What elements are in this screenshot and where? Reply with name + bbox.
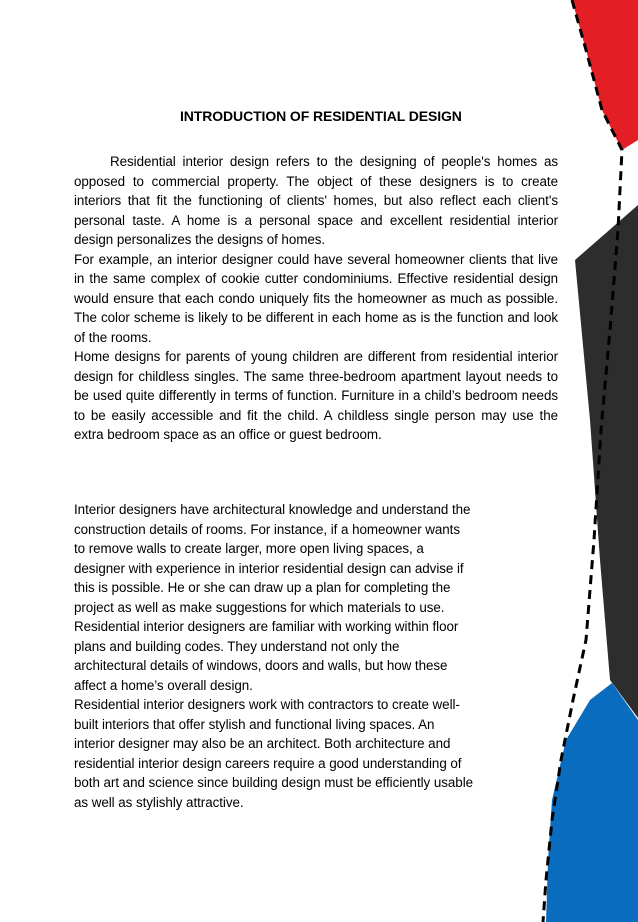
text-line: Interior designers have architectural knowledge and understand the bbox=[74, 502, 471, 517]
blue-stripe bbox=[546, 683, 638, 922]
paragraph-condominium-example: For example, an interior designer could have several homeowner clients that live in the same complex of cookie cutter condominiums. Effective residential design would ensure that each condo uniquely fits the homeowner as much as possible. The color scheme is likely to be different in each home as is the function and look of the rooms. bbox=[74, 251, 558, 345]
left-aligned-text-block bbox=[74, 500, 536, 812]
text-line: built interiors that offer stylish and functional living spaces. An bbox=[74, 716, 435, 732]
dark-stripe bbox=[575, 205, 638, 718]
text-line: both art and science since building design must be efficiently usable bbox=[74, 775, 474, 790]
text-line: designer with experience in interior residential design can advise if bbox=[74, 560, 464, 576]
text-line: to remove walls to create larger, more open living spaces, a bbox=[74, 541, 424, 556]
red-stripe bbox=[572, 0, 638, 150]
text-line: Residential interior designers work with contractors to create well- bbox=[74, 697, 460, 712]
text-line: affect a home’s overall design. bbox=[74, 677, 253, 693]
text-line: Residential interior designers are familiar with working within floor bbox=[74, 619, 459, 634]
text-line: as well as stylishly attractive. bbox=[74, 794, 244, 810]
text-line: interior designer may also be an architect. Both architecture and bbox=[74, 736, 451, 751]
text-line: project as well as make suggestions for which materials to use. bbox=[74, 599, 445, 615]
justified-text-block bbox=[74, 152, 558, 445]
paragraph-home-designs: Home designs for parents of young children are different from residential interior design for childless singles. The same three-bedroom apartment layout needs to be used quite differently in terms of function. Furniture in a child’s bedroom needs to be easily accessible and fit the child. A childless single person may use the extra bedroom space as an office or guest bedroom. bbox=[74, 349, 558, 442]
text-line: plans and building codes. They understand not only the bbox=[74, 638, 400, 654]
text-line: this is possible. He or she can draw up a plan for completing the bbox=[74, 580, 451, 595]
dashed-border bbox=[543, 0, 622, 922]
paragraph-residential-definition: Residential interior design refers to the designing of people's homes as opposed to commercial property. The object of these designers is to create interiors that fit the functioning of clients' homes, but also reflect each client's personal taste. A home is a personal space and excellent residential interior design personalizes the designs of homes. bbox=[74, 154, 558, 247]
text-line: residential interior design careers require a good understanding of bbox=[74, 755, 462, 771]
document-title: INTRODUCTION OF RESIDENTIAL DESIGN bbox=[180, 108, 462, 124]
text-line: construction details of rooms. For instance, if a homeowner wants bbox=[74, 521, 461, 537]
text-line: architectural details of windows, doors and walls, but how these bbox=[74, 658, 448, 673]
